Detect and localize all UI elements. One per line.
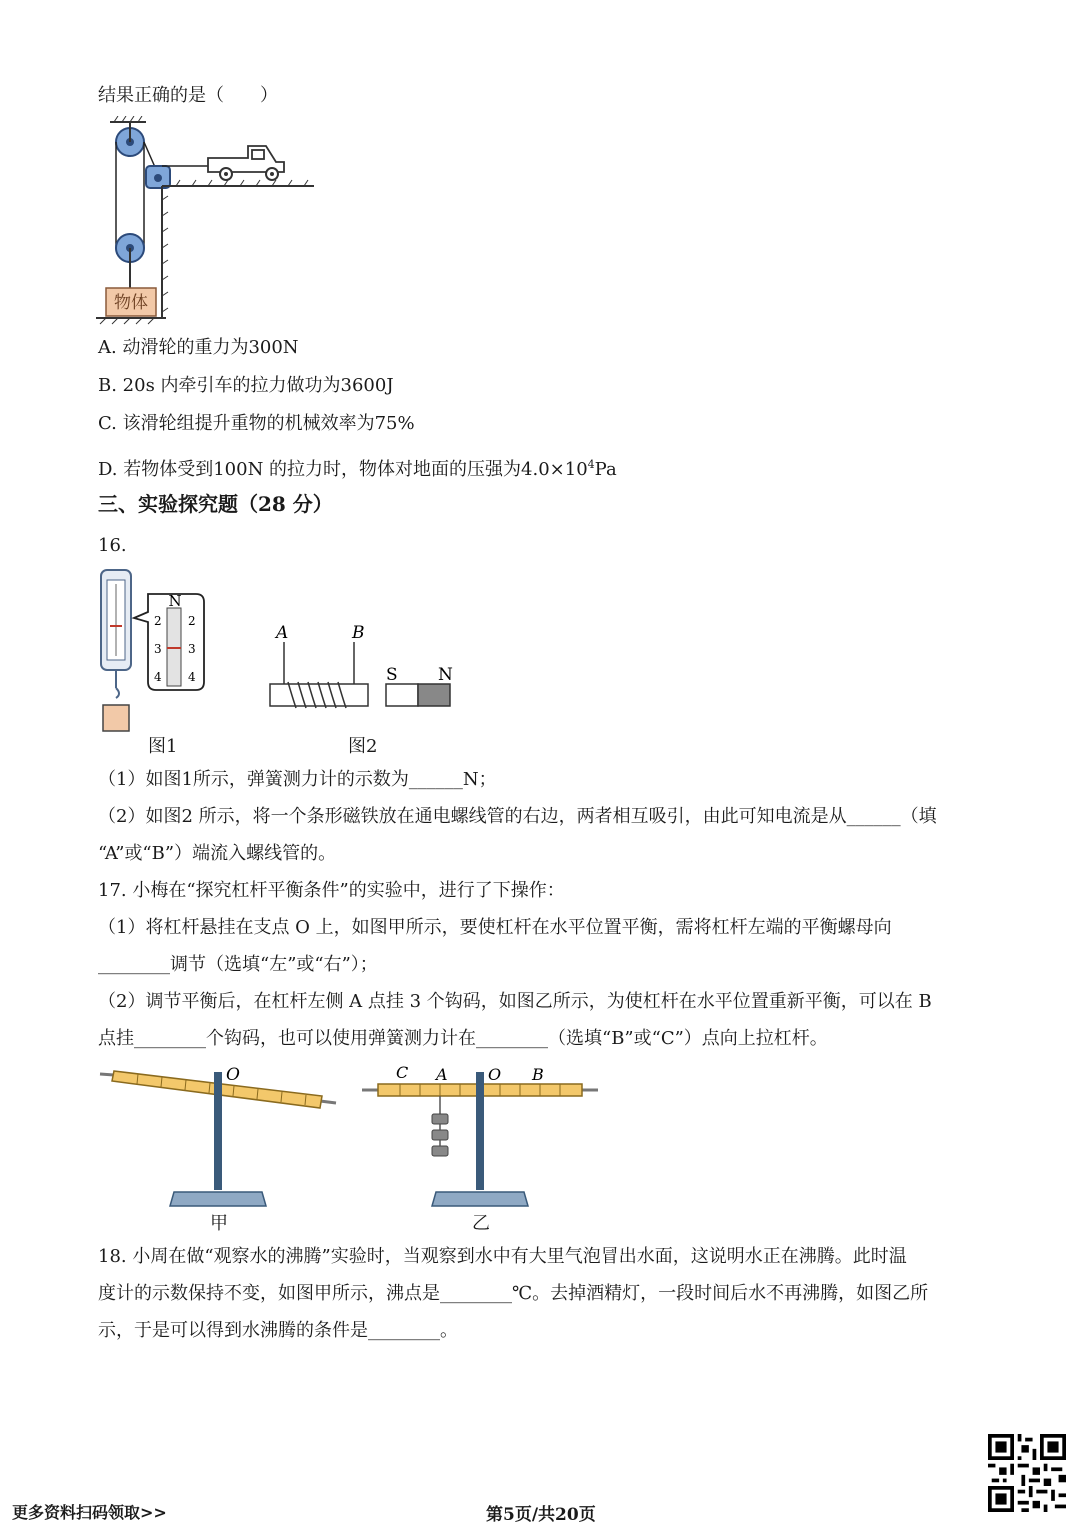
q16-part2-line1: （2）如图2 所示，将一个条形磁铁放在通电螺线管的右边，两者相互吸引，由此可知电流是从______（填: [98, 806, 937, 827]
fig2-caption: 图2: [348, 736, 378, 757]
fig1-tick-3-right: 3: [188, 642, 196, 656]
spring-scale-figure: [96, 566, 208, 732]
solenoid-figure: [262, 618, 462, 714]
fig1-tick-4: 4: [154, 670, 162, 684]
q15-option-b: B. 20s 内牵引车的拉力做功为3600J: [98, 375, 394, 396]
page-number: 第5页/共20页: [486, 1505, 596, 1525]
fig-yi-caption: 乙: [472, 1213, 490, 1234]
q15-option-d-unit: Pa: [594, 459, 617, 480]
q17-intro: 17. 小梅在“探究杠杆平衡条件”的实验中，进行了下操作：: [98, 880, 565, 901]
jia-label-o: O: [226, 1065, 240, 1085]
fig1-unit: N: [168, 592, 182, 610]
q17-part1-line1: （1）将杠杆悬挂在支点 O 上，如图甲所示，要使杠杆在水平位置平衡，需将杠杆左端的平衡螺母向: [98, 917, 892, 938]
yi-label-o: O: [488, 1065, 502, 1084]
fig1-tick-2-right: 2: [188, 614, 196, 628]
q17-part2-line1: （2）调节平衡后，在杠杆左侧 A 点挂 3 个钩码，如图乙所示，为使杠杆在水平位置重新平衡，可以在 B: [98, 991, 932, 1012]
fig-jia-caption: 甲: [210, 1213, 228, 1234]
fig2-label-b: B: [352, 623, 365, 643]
q15-option-d: [98, 452, 617, 483]
pulley-figure: [96, 116, 318, 326]
q15-stem-end: 结果正确的是（ ）: [98, 85, 278, 106]
fig1-tick-4-right: 4: [188, 670, 196, 684]
yi-label-a: A: [436, 1065, 448, 1084]
object-label: 物体: [114, 293, 148, 313]
q18-line2: 度计的示数保持不变，如图甲所示，沸点是________℃。去掉酒精灯，一段时间后水不再沸腾，如图乙所: [98, 1283, 929, 1304]
fig1-tick-3: 3: [154, 642, 162, 656]
q18-line3: 示，于是可以得到水沸腾的条件是________。: [98, 1320, 458, 1341]
footer-more-resources[interactable]: 更多资料扫码领取>>: [12, 1503, 167, 1522]
fig2-label-a: A: [276, 623, 289, 643]
q16-part1: （1）如图1所示，弹簧测力计的示数为______N；: [98, 769, 497, 790]
lever-jia-figure: [98, 1062, 342, 1212]
fig1-tick-2: 2: [154, 614, 162, 628]
q15-option-d-prefix: D. 若物体受到100N 的拉力时，物体对地面的压强为4.0×10: [98, 459, 588, 480]
q15-option-d-exponent: 4: [587, 458, 595, 471]
yi-label-b: B: [532, 1065, 544, 1084]
fig2-label-n: N: [438, 665, 453, 685]
fig2-label-s: S: [386, 665, 398, 685]
q18-line1: 18. 小周在做“观察水的沸腾”实验时，当观察到水中有大里气泡冒出水面，这说明水正在沸腾。此时温: [98, 1246, 907, 1267]
q15-option-c: C. 该滑轮组提升重物的机械效率为75%: [98, 413, 415, 434]
q16-number: 16.: [98, 535, 127, 556]
fig1-caption: 图1: [148, 736, 178, 757]
section-3-title: 三、实验探究题（28 分）: [98, 492, 333, 516]
qr-code[interactable]: [988, 1434, 1066, 1512]
q17-part2-line2: 点挂________个钩码，也可以使用弹簧测力计在________（选填“B”或“C”）点向上拉杠杆。: [98, 1028, 828, 1049]
yi-label-c: C: [396, 1063, 409, 1082]
q15-option-a: A. 动滑轮的重力为300N: [98, 337, 299, 358]
lever-yi-figure: [360, 1062, 604, 1212]
q16-part2-line2: “A”或“B”）端流入螺线管的。: [98, 843, 337, 864]
q17-part1-line2: ________调节（选填“左”或“右”）；: [98, 954, 378, 975]
